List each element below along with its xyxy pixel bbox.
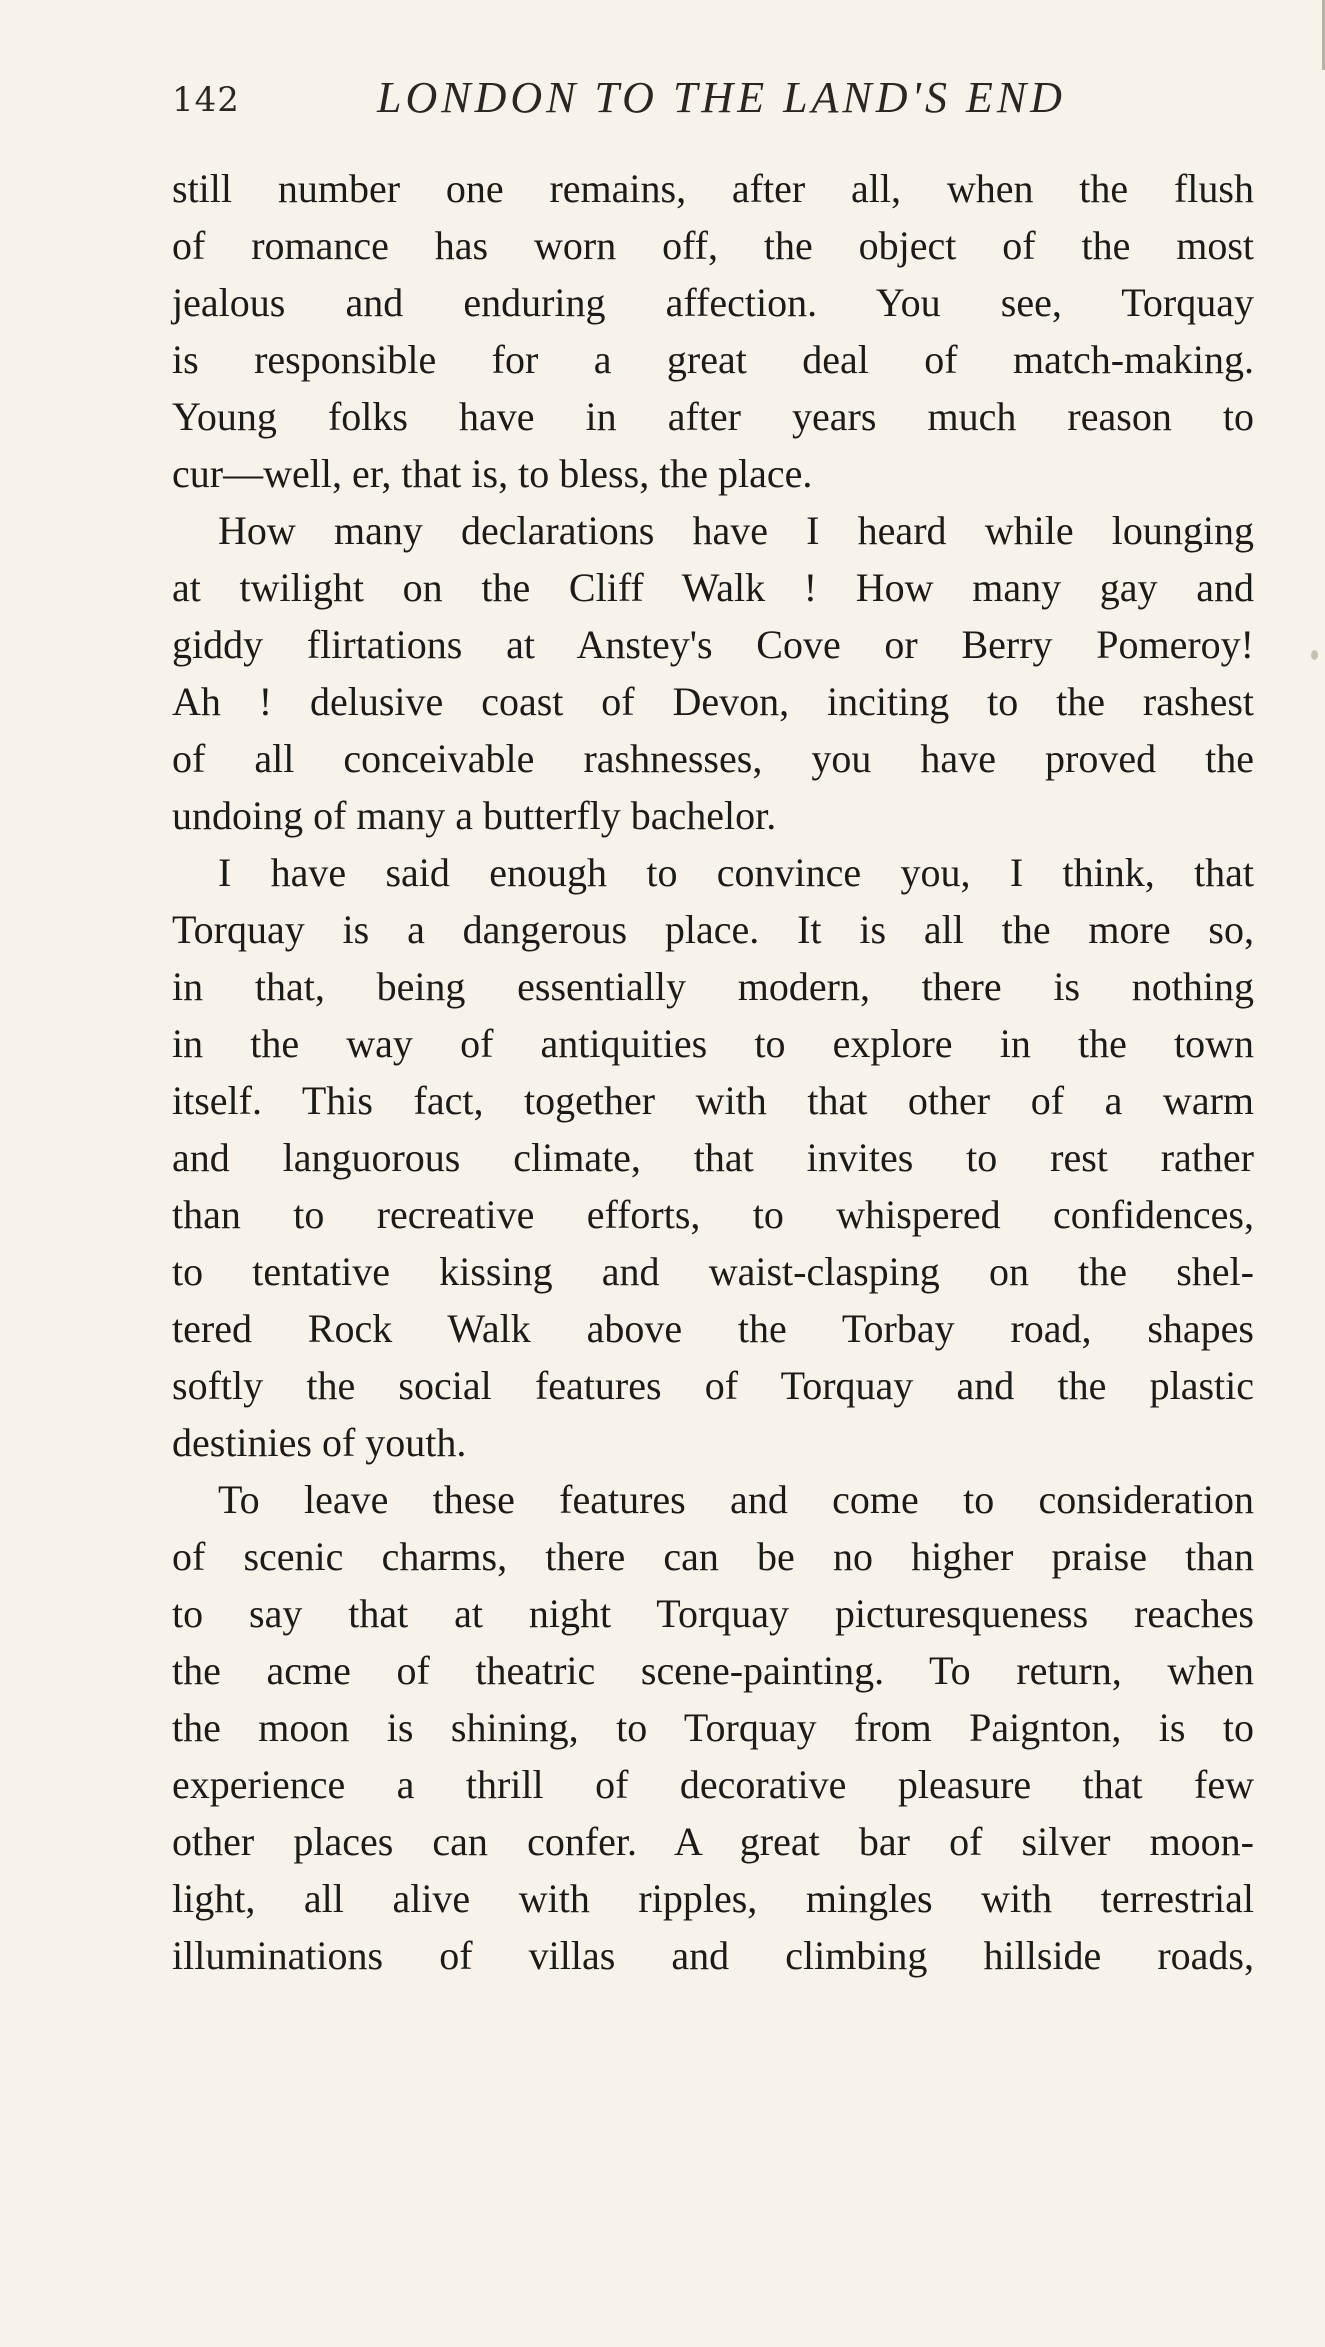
text-line: is responsible for a great deal of match-making. bbox=[172, 337, 1254, 382]
page-header bbox=[172, 72, 1252, 132]
text-line: Torquay is a dangerous place. It is all the more so, bbox=[172, 907, 1254, 952]
text-line: experience a thrill of decorative pleasure that few bbox=[172, 1762, 1254, 1807]
running-title: LONDON TO THE LAND'S END bbox=[377, 73, 1066, 122]
text-line: the moon is shining, to Torquay from Paignton, is to bbox=[172, 1705, 1254, 1750]
text-line: How many declarations have I heard while lounging bbox=[218, 508, 1254, 553]
text-line: destinies of youth. bbox=[172, 1420, 467, 1465]
text-line: still number one remains, after all, when the flush bbox=[172, 166, 1254, 211]
text-line: light, all alive with ripples, mingles with terrestrial bbox=[172, 1876, 1254, 1921]
text-line: to say that at night Torquay picturesqueness reaches bbox=[172, 1591, 1254, 1636]
text-line: I have said enough to convince you, I think, that bbox=[218, 850, 1254, 895]
text-line: illuminations of villas and climbing hillside roads, bbox=[172, 1933, 1254, 1978]
page-number: 142 bbox=[172, 80, 240, 120]
text-line: than to recreative efforts, to whispered confidences, bbox=[172, 1192, 1254, 1237]
text-line: giddy flirtations at Anstey's Cove or Berry Pomeroy! bbox=[172, 622, 1254, 667]
text-line: at twilight on the Cliff Walk ! How many gay and bbox=[172, 565, 1254, 610]
text-line: of scenic charms, there can be no higher praise than bbox=[172, 1534, 1254, 1579]
text-line: softly the social features of Torquay and the plastic bbox=[172, 1363, 1254, 1408]
text-line: To leave these features and come to consideration bbox=[218, 1477, 1254, 1522]
text-line: in that, being essentially modern, there is nothing bbox=[172, 964, 1254, 1009]
text-line: jealous and enduring affection. You see, Torquay bbox=[172, 280, 1254, 325]
text-line: tered Rock Walk above the Torbay road, shapes bbox=[172, 1306, 1254, 1351]
text-line: cur—well, er, that is, to bless, the place. bbox=[172, 451, 813, 496]
text-line: itself. This fact, together with that other of a warm bbox=[172, 1078, 1254, 1123]
text-line: and languorous climate, that invites to rest rather bbox=[172, 1135, 1254, 1180]
text-line: the acme of theatric scene-painting. To return, when bbox=[172, 1648, 1254, 1693]
paper-spot bbox=[1311, 650, 1318, 660]
text-line: Young folks have in after years much reason to bbox=[172, 394, 1254, 439]
text-line: of all conceivable rashnesses, you have proved the bbox=[172, 736, 1254, 781]
body-text bbox=[172, 160, 1254, 1984]
text-line: Ah ! delusive coast of Devon, inciting to the rashest bbox=[172, 679, 1254, 724]
text-line: in the way of antiquities to explore in the town bbox=[172, 1021, 1254, 1066]
text-line: other places can confer. A great bar of silver moon- bbox=[172, 1819, 1254, 1864]
text-line: to tentative kissing and waist-clasping on the shel- bbox=[172, 1249, 1254, 1294]
text-line: of romance has worn off, the object of the most bbox=[172, 223, 1254, 268]
text-line: undoing of many a butterfly bachelor. bbox=[172, 793, 777, 838]
